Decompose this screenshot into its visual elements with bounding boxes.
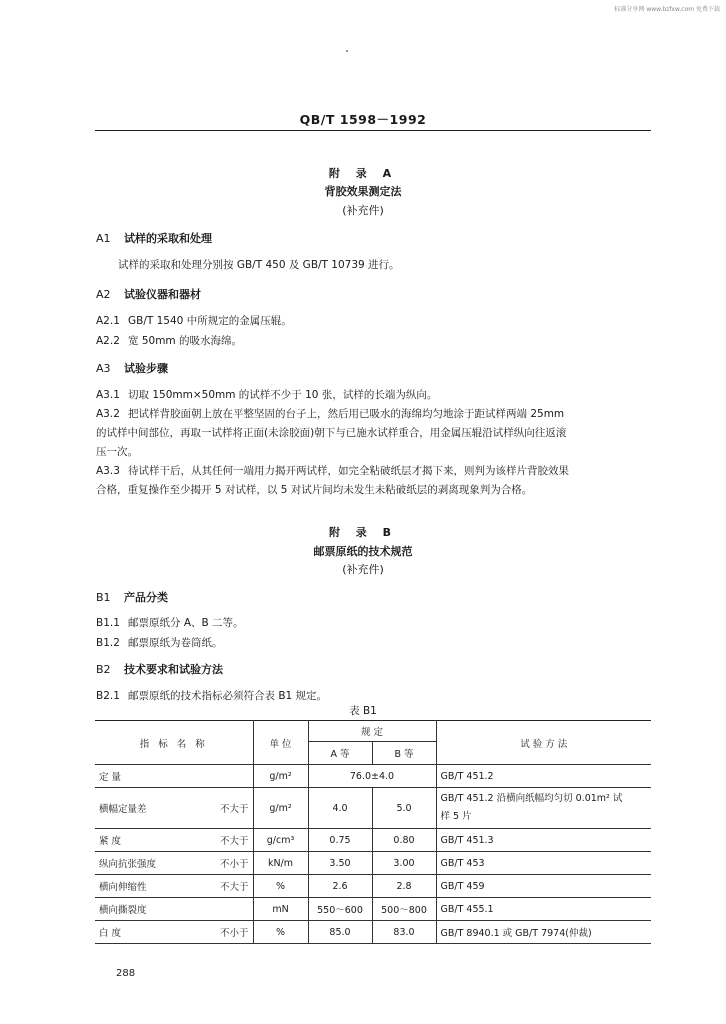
clause-a3-2 <box>96 406 564 421</box>
row-grade-b: 500～800 <box>372 898 436 921</box>
table-row <box>95 875 651 898</box>
clause-text: 把试样背胶面朝上放在平整坚固的台子上，然后用已吸水的海绵均匀地涂于距试样两端 25mm <box>128 408 565 420</box>
row-grade-b: 83.0 <box>372 921 436 944</box>
clause-a3-1 <box>96 387 437 402</box>
clause-number: A2.2 <box>96 335 120 347</box>
section-a1 <box>96 230 212 246</box>
method-line: 样 5 片 <box>440 811 472 822</box>
header-grade-b: B 等 <box>372 742 436 765</box>
row-name <box>95 788 253 829</box>
row-name <box>95 829 253 852</box>
row-grade-a: 550～600 <box>308 898 372 921</box>
clause-b2-1 <box>96 688 327 703</box>
section-b2 <box>96 661 223 677</box>
header-name: 指 标 名 称 <box>95 721 253 765</box>
spec-table <box>95 720 651 944</box>
section-number: B2 <box>96 663 111 676</box>
watermark: 标准分享网 www.bzfxw.com 免费下载 <box>614 6 720 13</box>
clause-a3-2-line3: 压一次。 <box>96 446 138 458</box>
appendix-b-heading: 附 录 B <box>328 526 398 539</box>
appendix-b-title: 邮票原纸的技术规范 <box>313 545 413 558</box>
row-name <box>95 875 253 898</box>
item-name: 横幅定量差 <box>99 804 147 815</box>
row-method: GB/T 453 <box>436 852 651 875</box>
section-title: 技术要求和试验方法 <box>124 663 223 676</box>
item-name: 横向撕裂度 <box>99 905 147 916</box>
section-a3 <box>96 360 168 376</box>
clause-number: A3.2 <box>96 408 120 420</box>
item-name: 定 量 <box>99 772 122 783</box>
table-row <box>95 852 651 875</box>
section-b1 <box>96 589 168 605</box>
row-name <box>95 898 253 921</box>
section-number: A2 <box>96 288 111 301</box>
table-caption: 表 B1 <box>349 705 377 717</box>
table-row <box>95 829 651 852</box>
section-number: A3 <box>96 362 111 375</box>
row-method: GB/T 451.3 <box>436 829 651 852</box>
clause-a2-2 <box>96 333 242 348</box>
item-name: 横向伸缩性 <box>99 882 147 893</box>
section-title: 试样的采取和处理 <box>124 232 212 245</box>
section-title: 产品分类 <box>124 591 168 604</box>
clause-a3-3 <box>96 463 569 478</box>
appendix-b-subtitle: (补充件) <box>342 563 384 576</box>
row-grade-b: 2.8 <box>372 875 436 898</box>
clause-number: A3.1 <box>96 389 120 401</box>
item-qualifier: 不大于 <box>219 882 249 893</box>
clause-number: B2.1 <box>96 690 120 702</box>
clause-text: GB/T 1540 中所规定的金属压辊。 <box>128 315 292 327</box>
header-unit: 单 位 <box>253 721 308 765</box>
item-qualifier: 不大于 <box>219 804 249 815</box>
row-method: GB/T 8940.1 或 GB/T 7974(仲裁) <box>436 921 651 944</box>
header-grade-a: A 等 <box>308 742 372 765</box>
item-qualifier: 不小于 <box>219 859 249 870</box>
page-number: 288 <box>116 968 136 979</box>
section-number: A1 <box>96 232 111 245</box>
row-method: GB/T 455.1 <box>436 898 651 921</box>
header-spec: 规 定 <box>308 721 436 742</box>
item-qualifier: 不小于 <box>219 928 249 939</box>
header-rule <box>95 130 651 131</box>
row-name <box>95 852 253 875</box>
section-number: B1 <box>96 591 111 604</box>
scan-dot <box>346 50 348 52</box>
clause-text: 切取 150mm×50mm 的试样不少于 10 张，试样的长端为纵向。 <box>128 389 438 401</box>
clause-text: 待试样干后，从其任何一端用力揭开两试样，如完全粘破纸层才揭下来，则判为该样片背胶效果 <box>128 465 569 477</box>
clause-text: 邮票原纸分 A、B 二等。 <box>128 617 244 629</box>
table-row <box>95 921 651 944</box>
appendix-a-title: 背胶效果测定法 <box>324 185 402 198</box>
clause-b1-1 <box>96 615 244 630</box>
item-qualifier: 不大于 <box>219 836 249 847</box>
table-row <box>95 898 651 921</box>
row-unit: % <box>253 921 308 944</box>
row-grade-a: 85.0 <box>308 921 372 944</box>
section-title: 试验步骤 <box>124 362 168 375</box>
row-grade-b: 0.80 <box>372 829 436 852</box>
row-unit: % <box>253 875 308 898</box>
clause-a2-1 <box>96 313 292 328</box>
clause-text: 宽 50mm 的吸水海绵。 <box>128 335 242 347</box>
table-row <box>95 765 651 788</box>
item-name: 白 度 <box>99 928 122 939</box>
clause-number: B1.1 <box>96 617 120 629</box>
clause-a3-2-line2: 的试样中间部位，再取一试样将正面(未涂胶面)朝下与已施水试样重合，用金属压辊沿试样纵向往返滚 <box>96 427 567 439</box>
row-unit: g/cm³ <box>253 829 308 852</box>
method-line: GB/T 451.2 沿横向纸幅均匀切 0.01m² 试 <box>440 793 623 804</box>
clause-b1-2 <box>96 635 223 650</box>
row-grade-a: 2.6 <box>308 875 372 898</box>
row-method: GB/T 459 <box>436 875 651 898</box>
table-row <box>95 788 651 829</box>
row-grade-a: 3.50 <box>308 852 372 875</box>
row-unit: mN <box>253 898 308 921</box>
row-spec-merged: 76.0±4.0 <box>308 765 436 788</box>
clause-text: 邮票原纸的技术指标必须符合表 B1 规定。 <box>128 690 328 702</box>
header-method: 试 验 方 法 <box>436 721 651 765</box>
appendix-a-subtitle: (补充件) <box>342 204 384 217</box>
row-name <box>95 765 253 788</box>
clause-number: A2.1 <box>96 315 120 327</box>
appendix-a-heading: 附 录 A <box>328 167 398 180</box>
row-grade-b: 5.0 <box>372 788 436 829</box>
row-unit: g/m² <box>253 788 308 829</box>
row-grade-b: 3.00 <box>372 852 436 875</box>
clause-a3-3-line2: 合格，重复操作至少揭开 5 对试样，以 5 对试片间均未发生未粘破纸层的剥离现象判为合格。 <box>96 484 533 496</box>
section-a2 <box>96 286 201 302</box>
section-title: 试验仪器和器材 <box>124 288 201 301</box>
row-grade-a: 0.75 <box>308 829 372 852</box>
clause-number: B1.2 <box>96 637 120 649</box>
row-unit: kN/m <box>253 852 308 875</box>
clause-number: A3.3 <box>96 465 120 477</box>
standard-number: QB/T 1598－1992 <box>299 112 427 127</box>
clause-text: 邮票原纸为卷筒纸。 <box>128 637 223 649</box>
row-unit: g/m² <box>253 765 308 788</box>
item-name: 紧 度 <box>99 836 122 847</box>
row-method: GB/T 451.2 <box>436 765 651 788</box>
paragraph: 试样的采取和处理分别按 GB/T 450 及 GB/T 10739 进行。 <box>118 259 400 271</box>
row-method <box>436 788 651 829</box>
item-name: 纵向抗张强度 <box>99 859 157 870</box>
row-name <box>95 921 253 944</box>
row-grade-a: 4.0 <box>308 788 372 829</box>
